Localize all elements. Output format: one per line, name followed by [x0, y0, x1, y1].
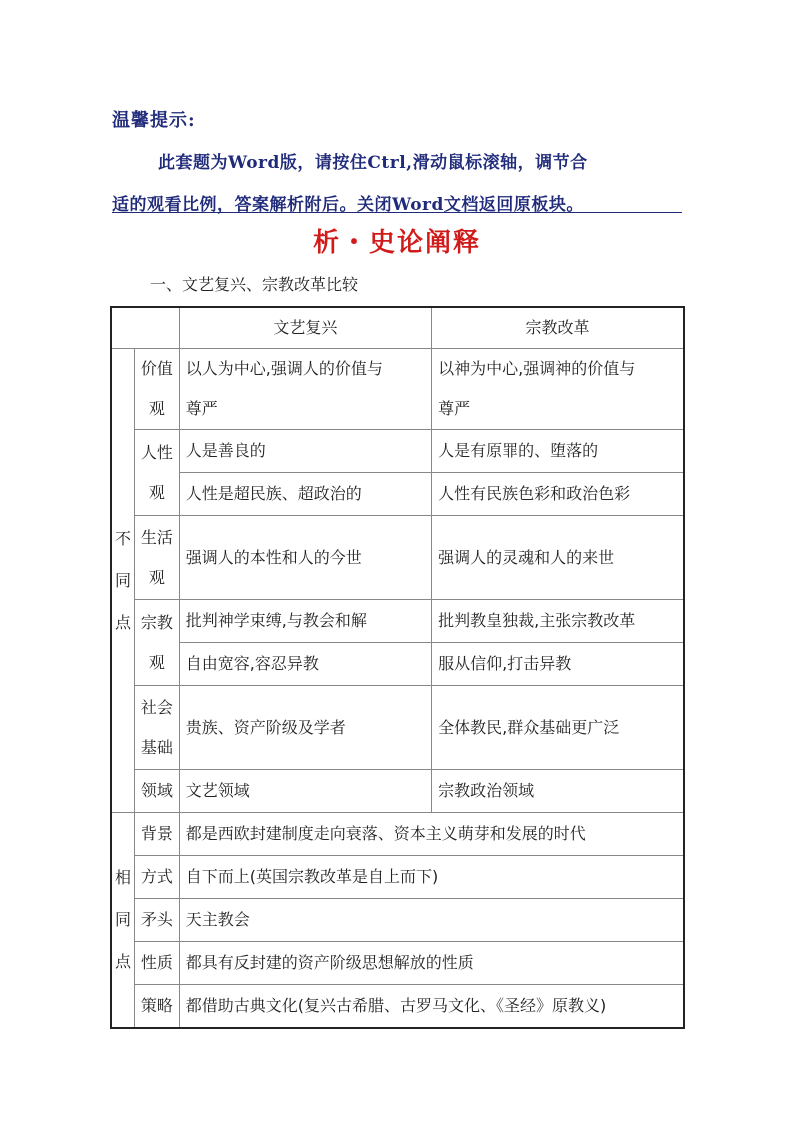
comparison-table	[110, 306, 685, 1029]
renaissance-life: 强调人的本性和人的今世	[179, 516, 431, 600]
table-row	[111, 856, 684, 899]
warm-tip-line-1: 此套题为Word版，请按住Ctrl,滑动鼠标滚轴，调节合	[158, 153, 588, 173]
diff-group-label: 不 同 点	[111, 349, 134, 813]
aspect-field: 领域	[134, 770, 179, 813]
reformation-society: 全体教民,群众基础更广泛	[432, 686, 684, 770]
same-background: 都是西欧封建制度走向衰落、资本主义萌芽和发展的时代	[179, 813, 684, 856]
renaissance-society: 贵族、资产阶级及学者	[179, 686, 431, 770]
table-header-row	[111, 307, 684, 349]
same-group-label: 相 同 点	[111, 813, 134, 1029]
table-row	[111, 516, 684, 600]
same-strategy: 都借助古典文化(复兴古希腊、古罗马文化、《圣经》原教义)	[179, 985, 684, 1029]
aspect-life: 生活 观	[134, 516, 179, 600]
renaissance-religion-1: 批判神学束缚,与教会和解	[179, 600, 431, 643]
aspect-strategy: 策略	[134, 985, 179, 1029]
reformation-nature-2: 人性有民族色彩和政治色彩	[432, 473, 684, 516]
header-reformation: 宗教改革	[432, 307, 684, 349]
table-row	[111, 430, 684, 473]
table-row	[111, 942, 684, 985]
reformation-value: 以神为中心,强调神的价值与 尊严	[432, 349, 684, 430]
renaissance-religion-2: 自由宽容,容忍异教	[179, 643, 431, 686]
aspect-religion: 宗教 观	[134, 600, 179, 686]
reformation-field: 宗教政治领域	[432, 770, 684, 813]
aspect-target: 矛头	[134, 899, 179, 942]
table-row	[111, 600, 684, 643]
table-row	[111, 985, 684, 1029]
aspect-society: 社会 基础	[134, 686, 179, 770]
table-row	[111, 473, 684, 516]
section-subtitle: 一、文艺复兴、宗教改革比较	[150, 275, 359, 294]
warm-tip-underline	[112, 212, 682, 213]
table-row	[111, 813, 684, 856]
aspect-value: 价值 观	[134, 349, 179, 430]
renaissance-nature-2: 人性是超民族、超政治的	[179, 473, 431, 516]
renaissance-nature-1: 人是善良的	[179, 430, 431, 473]
section-title: 析・史论阐释	[312, 228, 481, 258]
reformation-religion-1: 批判教皇独裁,主张宗教改革	[432, 600, 684, 643]
warm-tip-title: 温馨提示:	[112, 110, 196, 131]
renaissance-field: 文艺领域	[179, 770, 431, 813]
aspect-background: 背景	[134, 813, 179, 856]
table-row	[111, 770, 684, 813]
aspect-nature: 人性 观	[134, 430, 179, 516]
table-row	[111, 643, 684, 686]
table-row	[111, 686, 684, 770]
same-target: 天主教会	[179, 899, 684, 942]
reformation-nature-1: 人是有原罪的、堕落的	[432, 430, 684, 473]
aspect-method: 方式	[134, 856, 179, 899]
same-method: 自下而上(英国宗教改革是自上而下)	[179, 856, 684, 899]
aspect-nature-same: 性质	[134, 942, 179, 985]
warm-tip-line-2: 适的观看比例，答案解析附后。关闭Word文档返回原板块。	[112, 195, 584, 215]
header-renaissance: 文艺复兴	[179, 307, 431, 349]
same-nature: 都具有反封建的资产阶级思想解放的性质	[179, 942, 684, 985]
renaissance-value: 以人为中心,强调人的价值与 尊严	[179, 349, 431, 430]
reformation-religion-2: 服从信仰,打击异教	[432, 643, 684, 686]
table-corner-cell	[111, 307, 179, 349]
reformation-life: 强调人的灵魂和人的来世	[432, 516, 684, 600]
table-row	[111, 899, 684, 942]
